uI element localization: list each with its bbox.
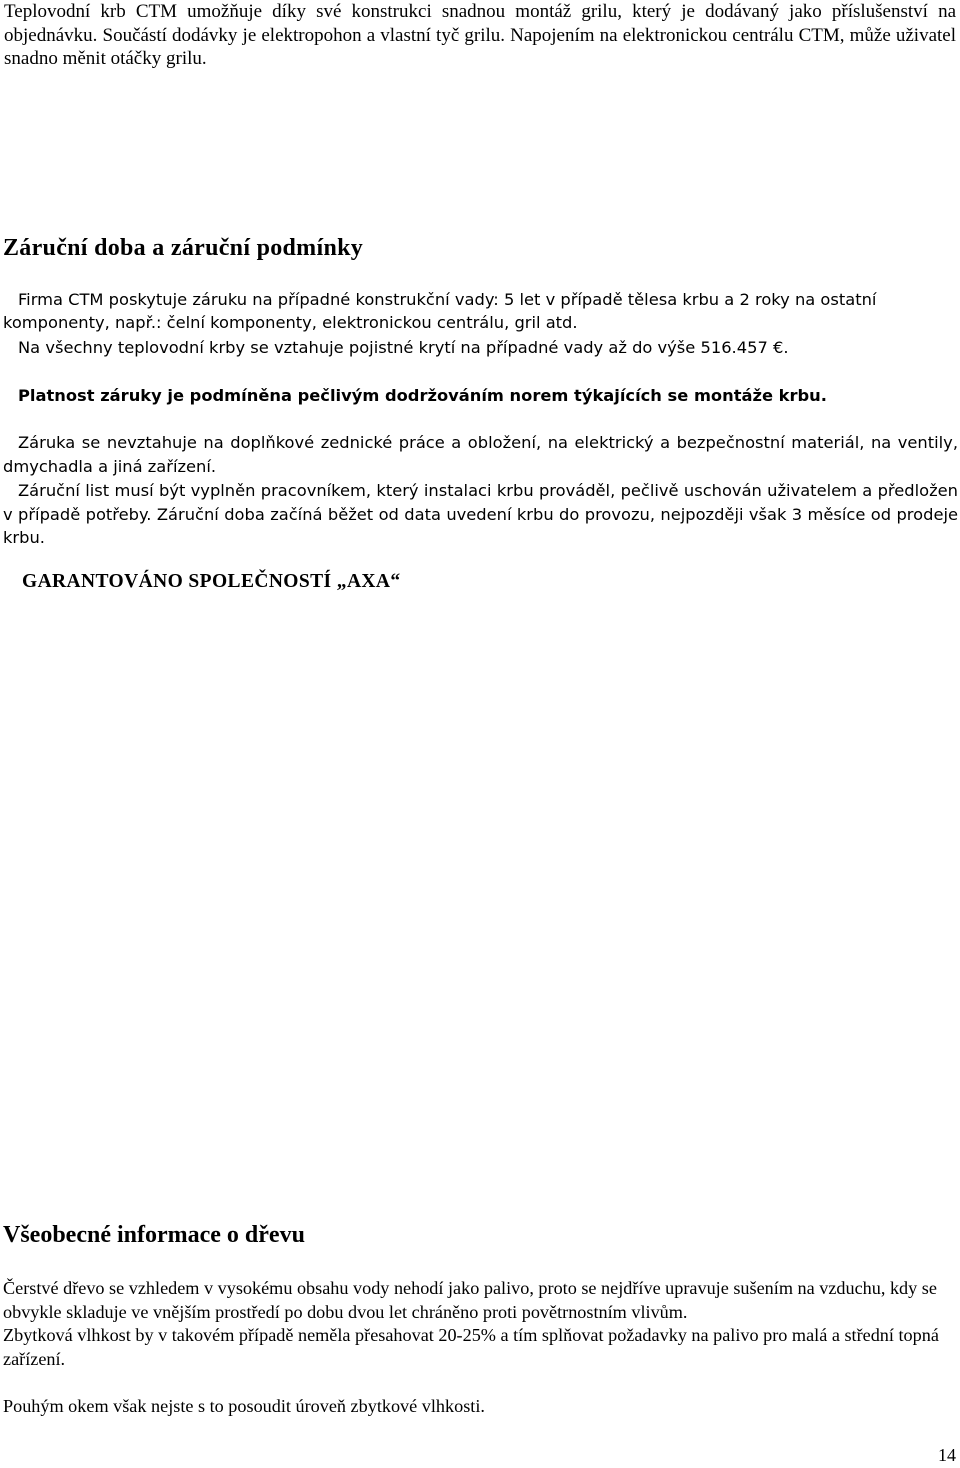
warranty-card-instructions: Záruční list musí být vyplněn pracovníkem, který instalaci krbu prováděl, pečlivě uschován uživatelem a předložen v případě potřeby. Záruční doba začíná běžet od data uvedení krbu do provozu, nejpozději však 3 měsíce od prodeje krbu.: [3, 481, 958, 547]
wood-drying-paragraph: Čerstvé dřevo se vzhledem v vysokému obsahu vody nehodí jako palivo, proto se nejdříve upravuje sušením na vzduchu, kdy se obvykle skladuje ve vnějším prostředí po dobu dvou let chráněno proti povětrnostním vlivům.: [3, 1278, 937, 1322]
page-number: 14: [938, 1445, 956, 1465]
warranty-heading: Záruční doba a záruční podmínky: [3, 235, 364, 261]
axa-guarantee: GARANTOVÁNO SPOLEČNOSTÍ „AXA“: [22, 571, 401, 592]
intro-paragraph: Teplovodní krb CTM umožňuje díky své konstrukci snadnou montáž grilu, který je dodávaný jako příslušenství na objednávku. Součástí dodávky je elektropohon a vlastní tyč grilu. Napojením na elektronickou centrálu CTM, může uživatel snadno měnit otáčky grilu.: [4, 1, 956, 69]
wood-info-heading: Všeobecné informace o dřevu: [3, 1222, 305, 1248]
insurance-coverage-text: Na všechny teplovodní krby se vztahuje pojistné krytí na případné vady až do výše 516.457 €.: [18, 338, 789, 357]
warranty-terms-line-2: komponenty, např.: čelní komponenty, elektronickou centrálu, gril atd.: [3, 313, 578, 332]
wood-moisture-paragraph: Zbytková vlhkost by v takovém případě neměla přesahovat 20-25% a tím splňovat požadavky na palivo pro malá a střední topná zařízení.: [3, 1325, 939, 1369]
warranty-validity-notice: Platnost záruky je podmíněna pečlivým dodržováním norem týkajících se montáže krbu.: [18, 386, 827, 405]
warranty-terms-line-1: Firma CTM poskytuje záruku na případné konstrukční vady: 5 let v případě tělesa krbu a 2 roky na ostatní: [18, 290, 877, 309]
warranty-exclusions: Záruka se nevztahuje na doplňkové zednické práce a obložení, na elektrický a bezpečnostní materiál, na ventily, dmychadla a jiná zařízení.: [3, 433, 958, 476]
wood-moisture-assessment: Pouhým okem však nejste s to posoudit úroveň zbytkové vlhkosti.: [3, 1396, 485, 1416]
